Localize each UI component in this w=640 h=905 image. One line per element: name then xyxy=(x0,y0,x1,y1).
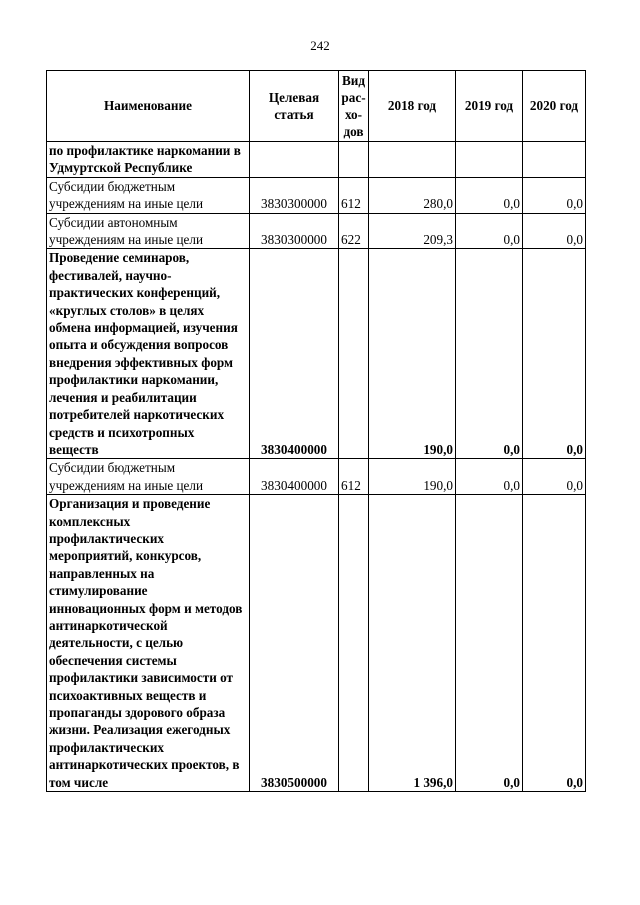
row-type xyxy=(339,249,369,459)
row-2020: 0,0 xyxy=(523,213,586,249)
row-target xyxy=(250,142,339,178)
page-number: 242 xyxy=(310,38,330,53)
row-2020 xyxy=(523,142,586,178)
row-type xyxy=(339,142,369,178)
row-name: Субсидии бюджетным учреждениям на иные цели xyxy=(47,177,250,213)
table-row xyxy=(47,249,586,459)
row-2018: 280,0 xyxy=(369,177,456,213)
row-type: 622 xyxy=(339,213,369,249)
row-name: Проведение семинаров, фестивалей, научно-практических конференций, «круглых столов» в целях обмена информацией, изучения опыта и обсуждения вопросов внедрения эффективных форм профилактики наркомании, лечения и реабилитации потребителей наркотических средств и психотропных веществ xyxy=(47,249,250,459)
header-2018: 2018 год xyxy=(369,71,456,142)
row-target: 3830300000 xyxy=(250,177,339,213)
table-header-row xyxy=(47,71,586,142)
row-type: 612 xyxy=(339,459,369,495)
row-name: Субсидии бюджетным учреждениям на иные цели xyxy=(47,459,250,495)
row-2019: 0,0 xyxy=(456,495,523,792)
row-2018: 190,0 xyxy=(369,459,456,495)
row-2020: 0,0 xyxy=(523,459,586,495)
row-type: 612 xyxy=(339,177,369,213)
header-2020: 2020 год xyxy=(523,71,586,142)
row-2020: 0,0 xyxy=(523,177,586,213)
row-target: 3830500000 xyxy=(250,495,339,792)
table-row xyxy=(47,177,586,213)
row-target: 3830400000 xyxy=(250,249,339,459)
header-name: Наименование xyxy=(47,71,250,142)
row-2019: 0,0 xyxy=(456,459,523,495)
row-2019: 0,0 xyxy=(456,213,523,249)
row-name: по профилактике наркомании в Удмуртской Республике xyxy=(47,142,250,178)
row-name: Организация и проведение комплексных профилактических мероприятий, конкурсов, направленных на стимулирование инновационных форм и методов антинаркотической деятельности, с целью обеспечения системы профилактики зависимости от психоактивных веществ и пропаганды здорового образа жизни. Реализация ежегодных профилактических антинаркотических проектов, в том числе xyxy=(47,495,250,792)
row-2018: 190,0 xyxy=(369,249,456,459)
table-row xyxy=(47,213,586,249)
table-row xyxy=(47,495,586,792)
row-2018: 1 396,0 xyxy=(369,495,456,792)
row-2020: 0,0 xyxy=(523,249,586,459)
row-2020: 0,0 xyxy=(523,495,586,792)
row-name: Субсидии автономным учреждениям на иные цели xyxy=(47,213,250,249)
budget-table xyxy=(46,70,586,792)
row-2019 xyxy=(456,142,523,178)
row-type xyxy=(339,495,369,792)
row-2018 xyxy=(369,142,456,178)
header-2019: 2019 год xyxy=(456,71,523,142)
header-expense-type: Вид рас-хо-дов xyxy=(339,71,369,142)
table-row xyxy=(47,142,586,178)
row-target: 3830300000 xyxy=(250,213,339,249)
row-2019: 0,0 xyxy=(456,249,523,459)
row-target: 3830400000 xyxy=(250,459,339,495)
header-target-article: Целевая статья xyxy=(250,71,339,142)
row-2018: 209,3 xyxy=(369,213,456,249)
table-row xyxy=(47,459,586,495)
row-2019: 0,0 xyxy=(456,177,523,213)
